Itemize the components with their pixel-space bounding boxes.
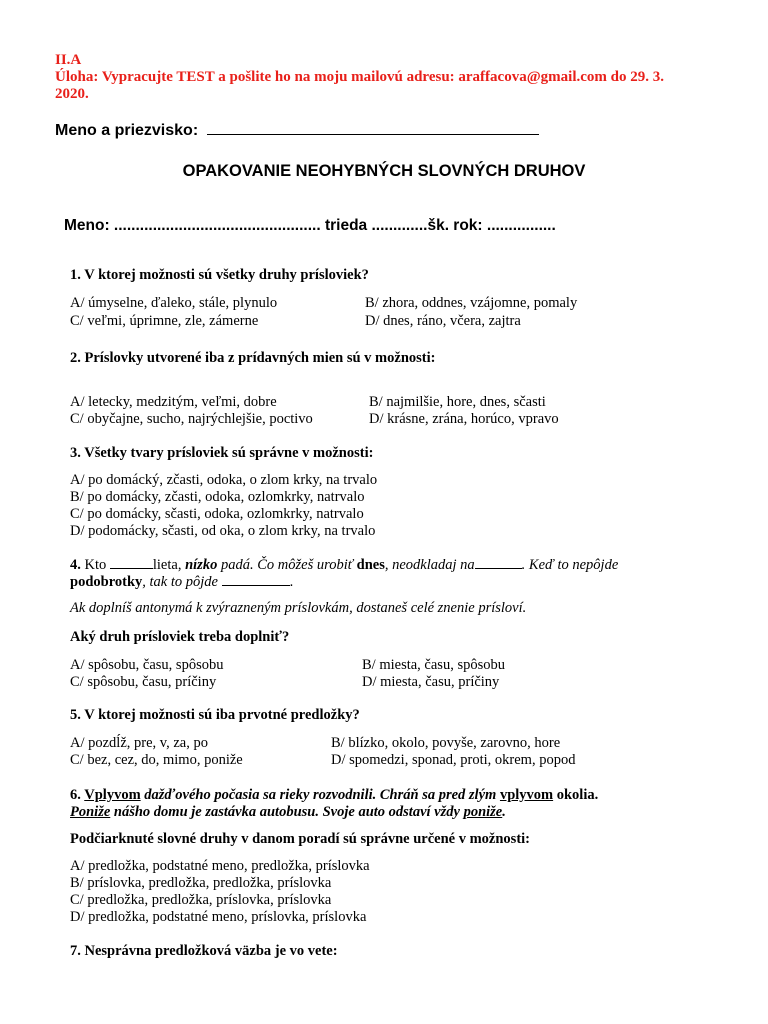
q3-option-c[interactable]: C/ po domácky, sčasti, odoka, ozlomkrky, natrvalo: [70, 506, 364, 522]
q4-option-d[interactable]: D/ miesta, času, príčiny: [362, 674, 500, 690]
q6-option-b[interactable]: B/ príslovka, predložka, predložka, príslovka: [70, 875, 332, 891]
q3-option-a[interactable]: A/ po domácký, zčasti, odoka, o zlom krky, na trvalo: [70, 472, 378, 488]
name-surname-label: Meno a priezvisko:: [55, 122, 539, 140]
q1-option-c[interactable]: C/ veľmi, úprimne, zle, zámerne: [70, 313, 259, 329]
question-6-line2: Poniže nášho domu je zastávka autobusu. Svoje auto odstaví vždy poniže.: [70, 804, 506, 820]
q4-hint: Ak doplníš antonymá k zvýrazneným príslovkám, dostaneš celé znenie prísloví.: [70, 600, 527, 616]
q4-subquestion: Aký druh prísloviek treba doplniť?: [70, 629, 290, 645]
q6-option-a[interactable]: A/ predložka, podstatné meno, predložka, príslovka: [70, 858, 370, 874]
q2-option-d[interactable]: D/ krásne, zrána, horúco, vpravo: [369, 411, 559, 427]
q4-blank-3[interactable]: [222, 573, 290, 586]
question-1: 1. V ktorej možnosti sú všetky druhy prísloviek?: [70, 267, 369, 283]
q6-subquestion: Podčiarknuté slovné druhy v danom poradí sú správne určené v možnosti:: [70, 831, 531, 847]
question-7: 7. Nesprávna predložková väzba je vo vete:: [70, 943, 338, 959]
q4-blank-1[interactable]: [110, 556, 153, 569]
question-5: 5. V ktorej možnosti sú iba prvotné predložky?: [70, 707, 360, 723]
q4-option-c[interactable]: C/ spôsobu, času, príčiny: [70, 674, 217, 690]
task-instruction-line2: 2020.: [55, 86, 89, 102]
q5-option-c[interactable]: C/ bez, cez, do, mimo, poniže: [70, 752, 243, 768]
q1-option-d[interactable]: D/ dnes, ráno, včera, zajtra: [365, 313, 521, 329]
q4-option-a[interactable]: A/ spôsobu, času, spôsobu: [70, 657, 224, 673]
class-label: II.A: [55, 52, 82, 68]
question-4-line1: 4. Kto lieta, nízko padá. Čo môžeš urobiť dnes, neodkladaj na . Keď to nepôjde: [70, 557, 619, 573]
q3-option-d[interactable]: D/ podomácky, sčasti, od oka, o zlom krky, na trvalo: [70, 523, 376, 539]
student-info-line[interactable]: Meno: ................................................ trieda .............šk. rok: ................: [64, 217, 556, 234]
q2-option-b[interactable]: B/ najmilšie, hore, dnes, sčasti: [369, 394, 546, 410]
question-4-line2: podobrotky, tak to pôjde .: [70, 574, 294, 590]
q1-option-b[interactable]: B/ zhora, oddnes, vzájomne, pomaly: [365, 295, 578, 311]
question-2: 2. Príslovky utvorené iba z prídavných mien sú v možnosti:: [70, 350, 436, 366]
q4-option-b[interactable]: B/ miesta, času, spôsobu: [362, 657, 505, 673]
q6-option-c[interactable]: C/ predložka, predložka, príslovka, príslovka: [70, 892, 332, 908]
page-title: OPAKOVANIE NEOHYBNÝCH SLOVNÝCH DRUHOV: [182, 162, 586, 180]
question-6-line1: 6. Vplyvom dažďového počasia sa rieky rozvodnili. Chráň sa pred zlým vplyvom okolia.: [70, 787, 599, 803]
q3-option-b[interactable]: B/ po domácky, zčasti, odoka, ozlomkrky, natrvalo: [70, 489, 365, 505]
q4-blank-2[interactable]: [475, 556, 522, 569]
q1-option-a[interactable]: A/ úmyselne, ďaleko, stále, plynulo: [70, 295, 278, 311]
q2-option-c[interactable]: C/ obyčajne, sucho, najrýchlejšie, poctivo: [70, 411, 313, 427]
q5-option-b[interactable]: B/ blízko, okolo, povyše, zarovno, hore: [331, 735, 561, 751]
q6-option-d[interactable]: D/ predložka, podstatné meno, príslovka, príslovka: [70, 909, 367, 925]
question-3: 3. Všetky tvary prísloviek sú správne v možnosti:: [70, 445, 374, 461]
task-instruction-line1: Úloha: Vypracujte TEST a pošlite ho na moju mailovú adresu: araffacova@gmail.com do 29. 3.: [55, 69, 664, 85]
q5-option-d[interactable]: D/ spomedzi, sponad, proti, okrem, popod: [331, 752, 576, 768]
q5-option-a[interactable]: A/ pozdĺž, pre, v, za, po: [70, 735, 208, 751]
q2-option-a[interactable]: A/ letecky, medzitým, veľmi, dobre: [70, 394, 277, 410]
name-surname-blank[interactable]: [207, 122, 539, 135]
